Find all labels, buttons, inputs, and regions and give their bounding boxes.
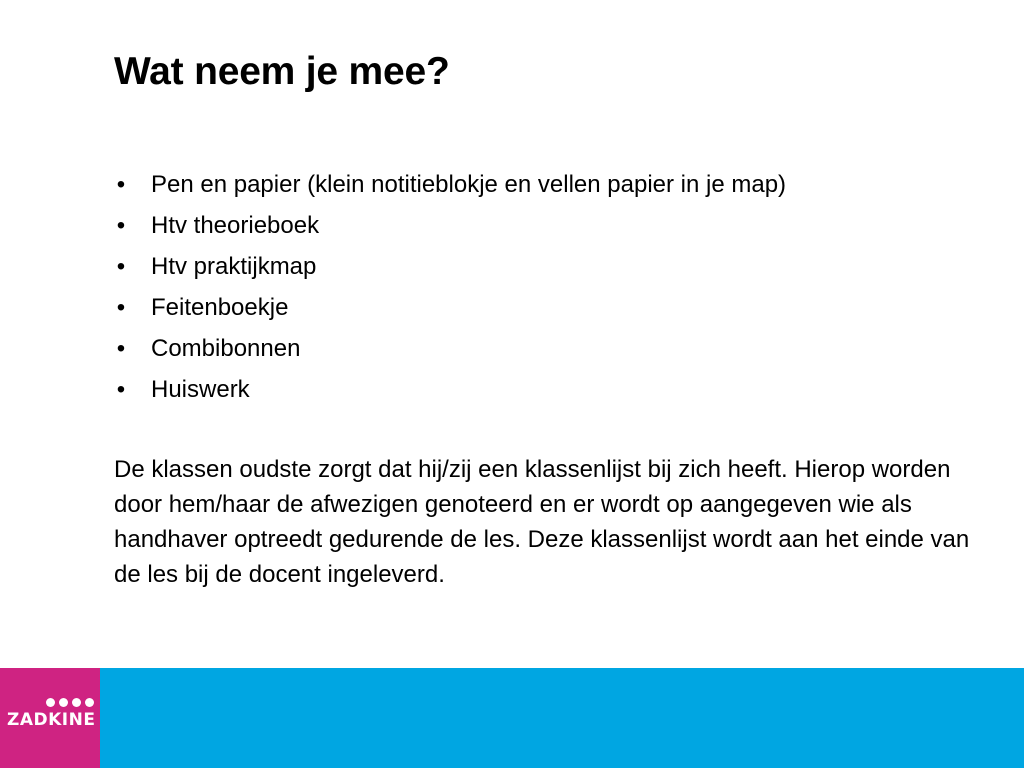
bullet-icon: • [116,335,126,362]
bullet-icon: • [116,171,126,198]
list-item [114,164,786,205]
list-item-text: Htv praktijkmap [151,253,317,280]
list-item [114,246,786,287]
list-item-text: Huiswerk [151,376,250,403]
zadkine-logo [0,668,100,768]
logo-dot [46,698,55,707]
bullet-icon: • [116,212,126,239]
logo-dot [85,698,94,707]
footer-bar [0,668,1024,768]
logo-text: ZADKINE [7,710,96,730]
logo-dot [72,698,81,707]
list-item-text: Feitenboekje [151,294,289,321]
list-item [114,328,786,369]
list-item [114,205,786,246]
logo-dot [59,698,68,707]
bullet-icon: • [116,253,126,280]
bullet-icon: • [116,376,126,403]
list-item [114,287,786,328]
body-paragraph: De klassen oudste zorgt dat hij/zij een klassenlijst bij zich heeft. Hierop worden door hem/haar de afwezigen genoteerd en er wordt op aangegeven wie als handhaver optreedt gedurende de les. Deze klassenlijst wordt aan het einde van de les bij de docent ingeleverd. [114,456,970,588]
list-item [114,369,786,410]
logo-dots-icon [46,698,94,707]
bullet-icon: • [116,294,126,321]
list-item-text: Htv theorieboek [151,212,320,239]
list-item-text: Combibonnen [151,335,301,362]
slide-title: Wat neem je mee? [114,50,450,93]
bullet-list [114,164,786,410]
list-item-text: Pen en papier (klein notitieblokje en vellen papier in je map) [151,171,787,198]
